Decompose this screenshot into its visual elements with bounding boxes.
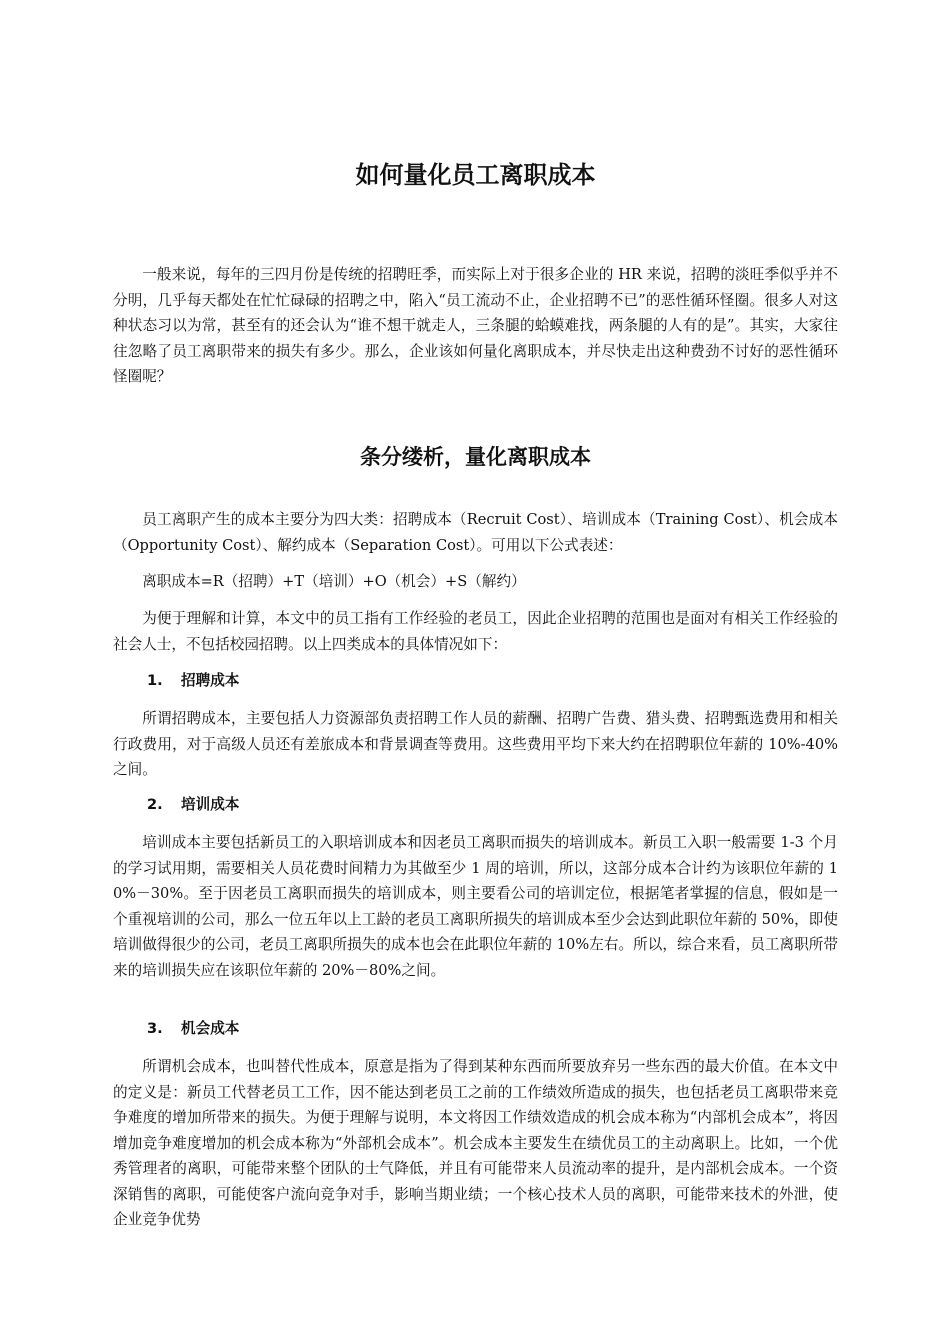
opportunity-cost-paragraph: 所谓机会成本，也叫替代性成本，原意是指为了得到某种东西而所要放弃另一些东西的最大价值。在本文中的定义是：新员工代替老员工工作，因不能达到老员工之前的工作绩效所造成的损失，也包括老员工离职带来竞争难度的增加所带来的损失。为便于理解与说明，本文将因工作绩效造成的机会成本称为“内部机会成本”，将因增加竞争难度增加的机会成本称为“外部机会成本”。机会成本主要发生在绩优员工的主动离职上。比如，一个优秀管理者的离职，可能带来整个团队的士气降低，并且有可能带来人员流动率的提升，是内部机会成本。一个资深销售的离职，可能使客户流向竞争对手，影响当期业绩；一个核心技术人员的离职，可能带来技术的外泄，使企业竞争优势 [113,1058,838,1228]
formula-paragraph: 离职成本=R（招聘）+T（培训）+O（机会）+S（解约） [142,573,526,590]
cost-categories-paragraph: 员工离职产生的成本主要分为四大类：招聘成本（Recruit Cost）、培训成本（Training Cost）、机会成本（Opportunity Cost）、解约成本（Separation Cost）。可用以下公式表述： [113,511,838,554]
subheading-text: 机会成本 [181,1020,240,1037]
training-cost-paragraph: 培训成本主要包括新员工的入职培训成本和因老员工离职而损失的培训成本。新员工入职一般需要 1-3 个月的学习试用期，需要相关人员花费时间精力为其做至少 1 周的培训，所以，这部分成本合计约为该职位年薪的 10%－30%。至于因老员工离职而损失的培训成本，则主要看公司的培训定位，根据笔者掌握的信息，假如是一个重视培训的公司，那么一位五年以上工龄的老员工离职所损失的培训成本至少会达到此职位年薪的 50%，即使培训做得很少的公司，老员工离职所损失的成本也会在此职位年薪的 10%左右。所以，综合来看，员工离职所带来的培训损失应在该职位年薪的 20%－80%之间。 [113,834,838,979]
subheading-text: 招聘成本 [181,672,240,689]
recruit-cost-paragraph: 所谓招聘成本，主要包括人力资源部负责招聘工作人员的薪酬、招聘广告费、猎头费、招聘甄选费用和相关行政费用，对于高级人员还有差旅成本和背景调查等费用。这些费用平均下来大约在招聘职位年薪的 10%-40%之间。 [113,710,838,778]
subheading-recruit-cost [147,669,239,693]
subheading-number: 3. [147,1020,163,1037]
subheading-opportunity-cost [147,1017,239,1041]
subheading-number: 1. [147,672,163,689]
document-title: 如何量化员工离职成本 [355,161,596,189]
subheading-text: 培训成本 [181,796,240,813]
subheading-number: 2. [147,796,163,813]
section-title: 条分缕析，量化离职成本 [360,445,591,469]
intro-paragraph: 一般来说，每年的三四月份是传统的招聘旺季，而实际上对于很多企业的 HR 来说，招聘的淡旺季似乎并不分明，几乎每天都处在忙忙碌碌的招聘之中，陷入“员工流动不止，企业招聘不已”的恶性循环怪圈。很多人对这种状态习以为常，甚至有的还会认为“谁不想干就走人，三条腿的蛤蟆难找，两条腿的人有的是”。其实，大家往往忽略了员工离职带来的损失有多少。那么，企业该如何量化离职成本，并尽快走出这种费劲不讨好的恶性循环怪圈呢？ [113,266,838,385]
scope-paragraph: 为便于理解和计算，本文中的员工指有工作经验的老员工，因此企业招聘的范围也是面对有相关工作经验的社会人士，不包括校园招聘。以上四类成本的具体情况如下： [113,610,838,653]
subheading-training-cost [147,793,239,817]
